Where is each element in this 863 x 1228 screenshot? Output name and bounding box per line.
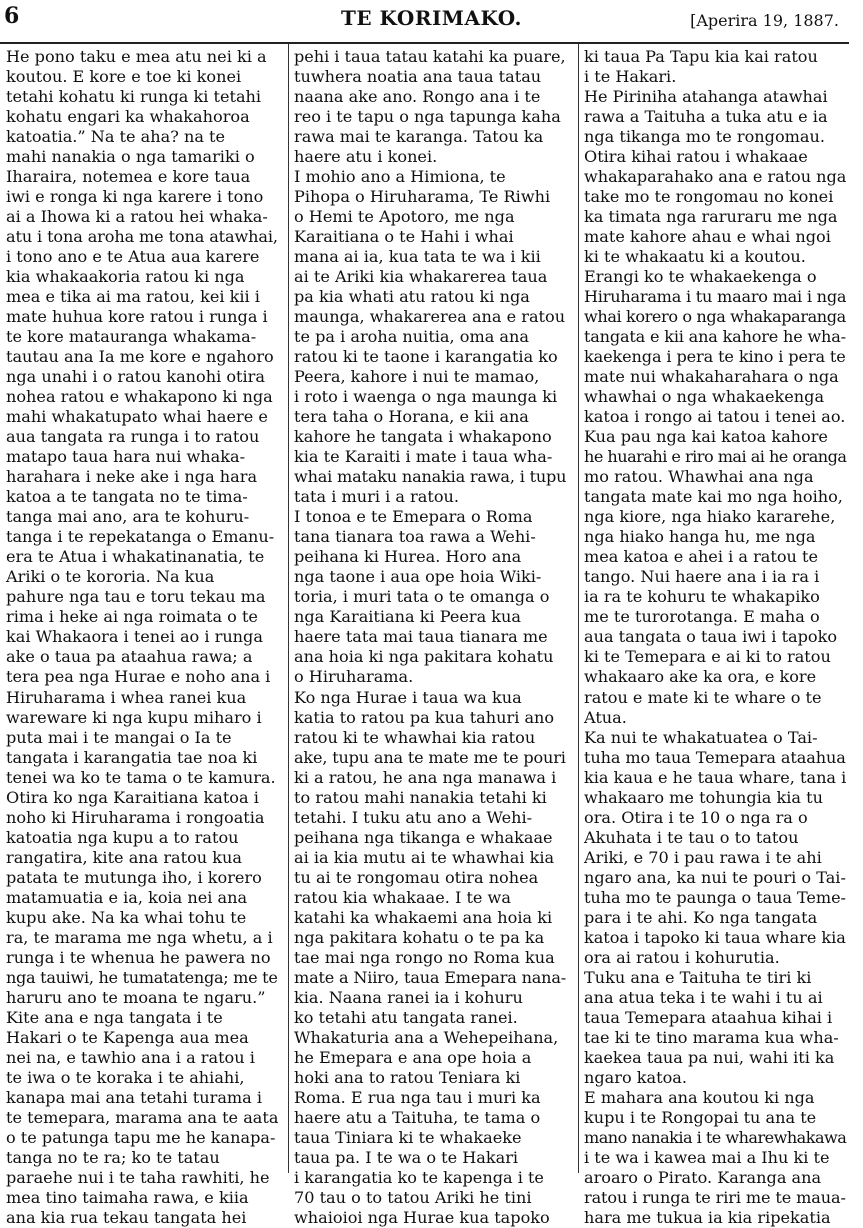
text-line: ake, tupu ana te mate me te pouri [294,747,566,767]
text-line: whakaaro ake ka ora, e kore [584,667,817,687]
text-line: tautau ana Ia me kore e ngahoro [6,347,274,367]
text-line: tu ai te rongomau otira nohea [294,867,539,887]
text-line: Iharaira, notemea e kore taua [6,167,251,187]
text-line: Ko nga Hurae i taua wa kua [294,687,522,707]
article-column-1 [6,47,279,1227]
text-line: Ka nui te whakatuatea o Tai- [584,727,818,747]
text-line: mea tino taimaha rawa, e kiia [6,1187,249,1207]
text-line: nga unahi i o ratou kanohi otira [6,367,265,387]
article-column-2 [294,47,567,1227]
text-line: Kite ana e nga tangata i te [6,1007,223,1027]
text-line: tana tianara toa rawa a Wehi- [294,527,536,547]
text-line: ai te Ariki kia whakarerea taua [294,267,548,287]
text-line: tera taha o Horana, e kii ana [294,407,529,427]
text-line: haere atu a Taituha, te tama o [294,1107,541,1127]
text-line: kaekea taua pa nui, wahi iti ka [584,1047,835,1067]
text-line: peihana nga tikanga e whakaae [294,827,553,847]
text-line: ratou e mate ki te whare o te [584,687,822,707]
text-line: i te wa i kawea mai a Ihu ki te [584,1147,830,1167]
text-line: pahure nga tau e toru tekau ma [6,587,266,607]
text-line: ia ra te kohuru te whakapiko [584,587,820,607]
text-line: ana kia rua tekau tangata hei [6,1207,247,1227]
text-line: ngaro katoa. [584,1067,687,1087]
text-line: whakaparahako ana e ratou nga [584,167,847,187]
text-line: para i te ahi. Ko nga tangata [584,907,818,927]
masthead-title: TE KORIMAKO. [340,6,523,30]
text-line: he Emepara e ana ope hoia a [294,1047,532,1067]
text-line: whaioioi nga Hurae kua tapoko [294,1207,550,1227]
text-line: ana atua teka i te wahi i tu ai [584,987,823,1007]
text-line: harahara i neke ake i nga hara [6,467,258,487]
text-line: nohea ratou e whakapono ki nga [6,387,273,407]
text-line: katia to ratou pa kua tahuri ano [294,707,555,727]
text-line: atu i tona aroha me tona atawhai, [6,227,278,247]
text-line: whai korero o nga whakaparanga [584,307,846,327]
text-line: whakaaro me tohungia kia tu [584,787,823,807]
text-line: taua Temepara ataahua kihai i [584,1007,833,1027]
page-header [0,0,863,40]
text-line: kia kaua e he taua whare, tana i [584,767,847,787]
text-line: ki te whakaatu ki a koutou. [584,247,806,267]
text-line: ratou ki te taone i karangatia ko [294,347,558,367]
text-line: puta mai i te mangai o Ia te [6,727,232,747]
text-line: katahi ka whakaemi ana hoia ki [294,907,553,927]
text-line: wareware ki nga kupu miharo i [6,707,262,727]
text-line: Hakari o te Kapenga aua mea [6,1027,249,1047]
text-line: kia te Karaiti i mate i taua wha- [294,447,553,467]
text-line: nga Karaitiana ki Peera kua [294,607,522,627]
text-line: Hiruharama i tu maaro mai i nga [584,287,847,307]
text-line: Pihopa o Hiruharama, Te Riwhi [294,187,551,207]
text-line: nga tauiwi, he tumatatenga; me te [6,967,278,987]
text-line: ka timata nga raruraru me nga [584,207,838,227]
text-line: tangata i karangatia tae noa ki [6,747,258,767]
text-line: tango. Nui haere ana i ia ra i [584,567,820,587]
text-line: i tono ano e te Atua aua karere [6,247,260,267]
text-line: haere atu i konei. [294,147,438,167]
text-line: Akuhata i te tau o to tatou [584,827,799,847]
text-line: katoatia nga kupu a to ratou [6,827,239,847]
text-line: te temepara, marama ana te aata [6,1107,279,1127]
text-line: Roma. E rua nga tau i muri ka [294,1087,541,1107]
text-line: nga kiore, nga hiako kararehe, [584,507,836,527]
text-line: kaekenga i pera te kino i pera te [584,347,846,367]
text-line: ngaro ana, ka nui te pouri o Tai- [584,867,846,887]
text-line: hara me tukua ia kia ripekatia [584,1207,831,1227]
text-line: mo ratou. Whawhai ana nga [584,467,814,487]
text-line: ki a ratou, he ana nga manawa i [294,767,557,787]
text-line: naana ake ano. Rongo ana i te [294,87,541,107]
text-line: rima i heke ai nga roimata o te [6,607,258,627]
text-line: o Hemi te Apotoro, me nga [294,207,515,227]
text-line: Otira kihai ratou i whakaae [584,147,808,167]
text-line: mano nanakia i te wharewhakawa [584,1127,847,1147]
text-line: ki te Temepara e ai ki to ratou [584,647,831,667]
text-line: mea e tika ai ma ratou, kei kii i [6,287,260,307]
page-number: 6 [4,3,20,29]
text-line: pehi i taua tatau katahi ka puare, [294,47,566,66]
text-line: E mahara ana koutou ki nga [584,1087,815,1107]
text-line: paraehe nui i te taha rawhiti, he [6,1167,270,1187]
text-line: Tuku ana e Taituha te tiri ki [584,967,812,987]
text-line: katoa a te tangata no te tima- [6,487,248,507]
text-line: Kua pau nga kai katoa kahore [584,427,828,447]
text-line: to ratou mahi nanakia tetahi ki [294,787,547,807]
text-line: whai mataku nanakia rawa, i tupu [294,467,567,487]
text-line: ake o taua pa ataahua rawa; a [6,647,253,667]
text-line: rawa mai te karanga. Tatou ka [294,127,544,147]
text-line: he huarahi e riro mai ai he oranga [584,447,847,467]
text-line: ai ia kia mutu ai te whawhai kia [294,847,555,867]
text-line: tangata e kii ana kahore he wha- [584,327,846,347]
text-line: He pono taku e mea atu nei ki a [6,47,267,66]
text-line: i te Hakari. [584,67,677,87]
text-line: tenei wa ko te tama o te kamura. [6,767,276,787]
text-line: tae mai nga rongo no Roma kua [294,947,555,967]
text-line: noho ki Hiruharama i rongoatia [6,807,265,827]
column-divider [288,44,289,1173]
text-line: I mohio ano a Himiona, te [294,167,506,187]
text-line: aroaro o Pirato. Karanga ana [584,1167,822,1187]
text-line: rawa a Taituha a tuka atu e ia [584,107,828,127]
text-line: Ariki, e 70 i pau rawa i te ahi [584,847,822,867]
text-line: reo i te tapu o nga tapunga kaha [294,107,561,127]
text-line: kia. Naana ranei ia i kohuru [294,987,523,1007]
text-line: Otira ko nga Karaitiana katoa i [6,787,259,807]
text-line: tetahi. I tuku atu ano a Wehi- [294,807,533,827]
text-line: tae ki te tino marama kua wha- [584,1027,839,1047]
text-line: whawhai o nga whakaekenga [584,387,825,407]
text-line: maunga, whakarerea ana e ratou [294,307,566,327]
text-line: tuha mo te paunga o taua Teme- [584,887,846,907]
text-line: peihana ki Hurea. Horo ana [294,547,522,567]
text-line: mate kahore ahau e whai ngoi [584,227,831,247]
text-line: matamuatia e ia, koia nei ana [6,887,248,907]
text-line: nga pakitara kohatu o te pa ka [294,927,545,947]
text-line: tanga mai ano, ara te kohuru- [6,507,250,527]
text-line: hoki ana to ratou Teniara ki [294,1067,521,1087]
text-line: pa kia whati atu ratou ki nga [294,287,530,307]
text-line: o Hiruharama. [294,667,414,687]
text-line: ratou ki te whawhai kia ratou [294,727,536,747]
text-line: tuha mo taua Temepara ataahua [584,747,846,767]
text-line: ora ai ratou i kohurutia. [584,947,780,967]
text-line: ora. Otira i te 10 o nga ra o [584,807,808,827]
text-line: nga tikanga mo te rongomau. [584,127,825,147]
text-line: tera pea nga Hurae e noho ana i [6,667,271,687]
issue-date: [Aperira 19, 1887. [690,11,839,30]
text-line: runga i te whenua he pawera no [6,947,271,967]
text-line: kupu i te Rongopai tu ana te [584,1107,817,1127]
text-line: nga hiako hanga hu, me nga [584,527,816,547]
text-line: koutou. E kore e toe ki konei [6,67,242,87]
text-line: matapo taua hara nui whaka- [6,447,246,467]
text-line: tanga i te repekatanga o Emanu- [6,527,275,547]
text-line: kohatu engari ka whakahoroa [6,107,250,127]
text-line: ra, te marama me nga whetu, a i [6,927,273,947]
text-line: He Piriniha atahanga atawhai [584,87,828,107]
text-line: Erangi ko te whakaekenga o [584,267,817,287]
text-line: Whakaturia ana a Wehepeihana, [294,1027,559,1047]
text-line: mate nui whakaharahara o nga [584,367,839,387]
text-line: kai Whakaora i tenei ao i runga [6,627,263,647]
text-line: Peera, kahore i nui te mamao, [294,367,540,387]
text-line: te iwa o te koraka i te ahiahi, [6,1067,245,1087]
text-line: nga taone i aua ope hoia Wiki- [294,567,542,587]
text-line: nei na, e tawhio ana i a ratou i [6,1047,255,1067]
text-line: ratou i runga te riri me te maua- [584,1187,846,1207]
text-line: tanga no te ra; ko te tatau [6,1147,220,1167]
text-line: mea katoa e ahei i a ratou te [584,547,818,567]
text-line: kia whakaakoria ratou ki nga [6,267,245,287]
text-line: patata te mutunga iho, i korero [6,867,262,887]
text-line: tata i muri i a ratou. [294,487,459,507]
text-line: te pa i aroha nuitia, oma ana [294,327,529,347]
text-line: mahi whakatupato whai haere e [6,407,268,427]
text-line: era te Atua i whakatinanatia, te [6,547,265,567]
text-line: ratou kia whakaae. I te wa [294,887,511,907]
text-line: rangatira, kite ana ratou kua [6,847,242,867]
text-line: ki taua Pa Tapu kia kai ratou [584,47,818,66]
text-line: mahi nanakia o nga tamariki o [6,147,255,167]
text-line: i roto i waenga o nga maunga ki [294,387,558,407]
text-line: katoatia.” Na te aha? na te [6,127,226,147]
text-line: taua pa. I te wa o te Hakari [294,1147,519,1167]
text-line: katoa i rongo ai tatou i tenei ao. [584,407,846,427]
text-line: Ariki o te kororia. Na kua [6,567,215,587]
text-line: mate huhua kore ratou i runga i [6,307,268,327]
text-line: take mo te rongomau no konei [584,187,834,207]
text-line: te kore matauranga whakama- [6,327,257,347]
text-line: mana ai ia, kua tata te wa i kii [294,247,541,267]
text-line: I tonoa e te Emepara o Roma [294,507,533,527]
text-line: iwi e ronga ki nga karere i tono [6,187,264,207]
text-line: kahore he tangata i whakapono [294,427,552,447]
text-line: taua Tiniara ki te whakaeke [294,1127,522,1147]
text-line: tetahi kohatu ki runga ki tetahi [6,87,262,107]
column-divider [578,44,579,1173]
text-line: mate a Niiro, taua Emepara nana- [294,967,566,987]
text-line: 70 tau o to tatou Ariki he tini [294,1187,532,1207]
text-line: aua tangata o taua iwi i tapoko [584,627,838,647]
text-line: haruru ano te moana te ngaru.” [6,987,266,1007]
text-line: katoa i tapoko ki taua whare kia [584,927,846,947]
text-line: me te turorotanga. E maha o [584,607,820,627]
header-rule [0,42,849,44]
text-line: kanapa mai ana tetahi turama i [6,1087,263,1107]
text-line: Karaitiana o te Hahi i whai [294,227,514,247]
article-column-3 [584,47,847,1227]
text-line: kupu ake. Na ka whai tohu te [6,907,247,927]
text-line: o te patunga tapu me he kanapa- [6,1127,276,1147]
text-line: haere tata mai taua tianara me [294,627,548,647]
text-line: aua tangata ra runga i to ratou [6,427,260,447]
text-line: ai a Ihowa ki a ratou hei whaka- [6,207,268,227]
text-line: toria, i muri tata o te omanga o [294,587,550,607]
text-line: ana hoia ki nga pakitara kohatu [294,647,554,667]
text-line: i karangatia ko te kapenga i te [294,1167,544,1187]
text-line: tuwhera noatia ana taua tatau [294,67,542,87]
text-line: tangata mate kai mo nga hoiho, [584,487,843,507]
text-line: Hiruharama i whea ranei kua [6,687,247,707]
text-line: ko tetahi atu tangata ranei. [294,1007,518,1027]
text-line: Atua. [584,707,627,727]
